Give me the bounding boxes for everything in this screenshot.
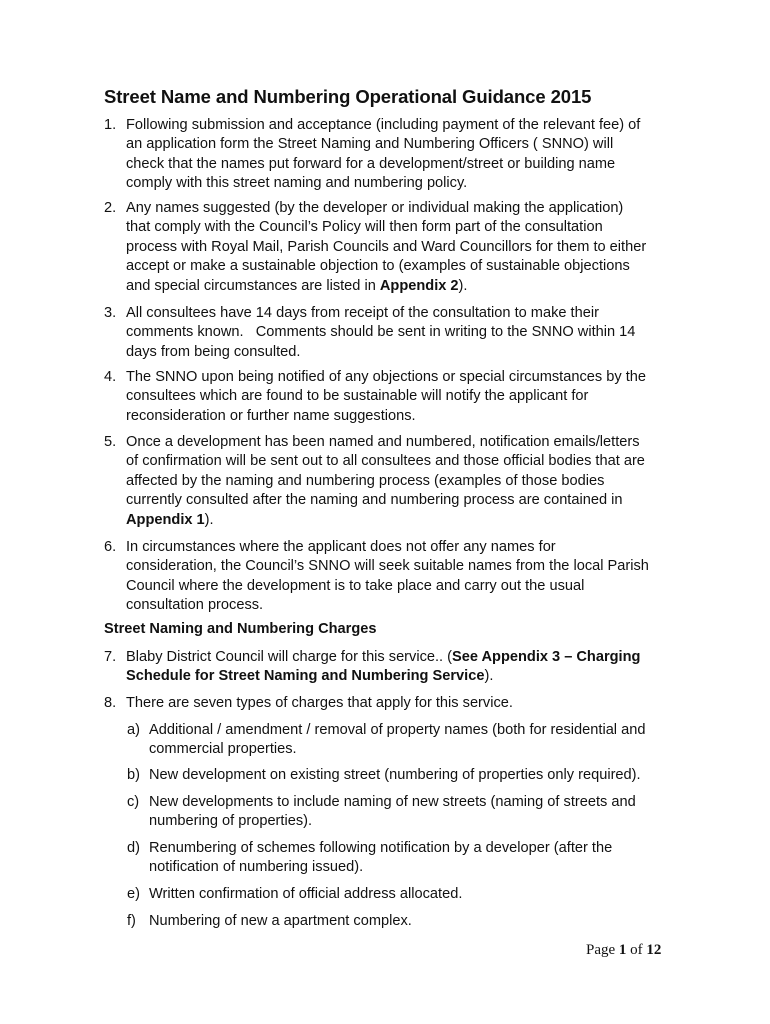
text-line: of confirmation will be sent out to all consultees and those official bodies that are (126, 453, 645, 470)
sub-list-item-text (149, 793, 689, 832)
text-line: Following submission and acceptance (including payment of the relevant fee) of (126, 117, 641, 133)
list-number: 4. (104, 369, 117, 385)
text-line: numbering of properties). (149, 813, 313, 830)
list-item-text (126, 648, 691, 687)
text-line: process with Royal Mail, Parish Councils and Ward Councillors for them to either (126, 238, 647, 255)
list-item-text (126, 694, 691, 713)
text-line: consideration, the Council’s SNNO will seek suitable names from the local Parish (126, 558, 649, 575)
text-line: reconsideration or further name suggestions. (126, 407, 416, 424)
text-line: check that the names put forward for a development/street or building name (126, 155, 616, 172)
text-line: The SNNO upon being notified of any objections or special circumstances by the (126, 369, 646, 385)
list-item-3 (104, 304, 691, 362)
text-line: Any names suggested (by the developer or individual making the application) (126, 200, 624, 216)
text-line: currently consulted after the naming and numbering process are contained in (126, 492, 623, 509)
sub-list-item-b (127, 766, 689, 785)
list-item-2 (104, 199, 691, 296)
document-title: Street Name and Numbering Operational Guidance 2015 (104, 86, 592, 107)
appendix-3-reference: See Appendix 3 – Charging (452, 649, 641, 665)
text-line: consultees which are found to be sustainable will notify the applicant for (126, 388, 589, 405)
text-line: Blaby District Council will charge for this service.. (See Appendix 3 – Charging (126, 649, 641, 665)
sub-list-item-text (149, 721, 689, 760)
list-item-7 (104, 648, 691, 687)
list-item-text (126, 116, 691, 194)
list-item-text (126, 538, 691, 616)
text-line: affected by the naming and numbering process (examples of those bodies (126, 472, 605, 489)
sub-list-letter: f) (127, 913, 136, 929)
sub-list-letter: a) (127, 722, 140, 738)
text-line: that comply with the Council’s Policy will then form part of the consultation (126, 219, 603, 236)
text-line: Appendix 1). (126, 511, 214, 528)
text-line: There are seven types of charges that apply for this service. (126, 695, 513, 711)
text-line: Additional / amendment / removal of property names (both for residential and (149, 722, 646, 738)
list-number: 3. (104, 305, 117, 321)
sub-list-item-f (127, 912, 689, 931)
list-number: 5. (104, 434, 117, 450)
sub-list-item-d (127, 839, 689, 878)
sub-list-item-c (127, 793, 689, 832)
text-line: consultation process. (126, 597, 264, 614)
section-heading: Street Naming and Numbering Charges (104, 621, 377, 637)
text-line: Written confirmation of official address allocated. (149, 886, 463, 902)
sub-list-letter: c) (127, 794, 140, 810)
sub-list-letter: b) (127, 767, 140, 783)
text-line: All consultees have 14 days from receipt of the consultation to make their (126, 305, 599, 321)
text-line: an application form the Street Naming and Numbering Officers ( SNNO) will (126, 136, 614, 153)
page-number: Page 1 of 12 (586, 942, 662, 958)
text-line: days from being consulted. (126, 343, 301, 360)
sub-list-letter: d) (127, 840, 140, 856)
list-number: 7. (104, 649, 117, 665)
text-line: Numbering of new a apartment complex. (149, 913, 412, 929)
text-line: accept or make a sustainable objection to (examples of sustainable objections (126, 258, 630, 275)
list-item-1 (104, 116, 691, 194)
list-item-text (126, 433, 691, 530)
sub-list-item-text (149, 912, 689, 931)
list-number: 1. (104, 117, 117, 133)
appendix-1-reference: Appendix 1 (126, 511, 205, 528)
list-item-4 (104, 368, 691, 426)
text-line: and special circumstances are listed in Appendix 2). (126, 277, 468, 294)
sub-list-item-a (127, 721, 689, 760)
text-line: Schedule for Street Naming and Numbering Service). (126, 668, 494, 685)
list-number: 6. (104, 539, 117, 555)
list-item-5 (104, 433, 691, 530)
list-item-text (126, 304, 691, 362)
text-line: Renumbering of schemes following notification by a developer (after the (149, 840, 613, 856)
text-line: comply with this street naming and numbering policy. (126, 175, 468, 192)
text-line: New developments to include naming of new streets (naming of streets and (149, 794, 636, 810)
list-item-8 (104, 694, 691, 713)
appendix-2-reference: Appendix 2 (379, 277, 459, 294)
text-line: commercial properties. (149, 741, 297, 758)
sub-list-letter: e) (127, 886, 140, 902)
list-item-text (126, 368, 691, 426)
text-line: Once a development has been named and numbered, notification emails/letters (126, 434, 640, 450)
text-line: Council where the development is to take place and carry out the usual (126, 577, 585, 594)
list-number: 2. (104, 200, 117, 216)
list-item-text (126, 199, 691, 296)
list-item-6 (104, 538, 691, 616)
sub-list-item-text (149, 839, 689, 878)
text-line: In circumstances where the applicant does not offer any names for (126, 539, 556, 555)
sub-list-item-text (149, 766, 689, 785)
list-number: 8. (104, 695, 117, 711)
text-line: New development on existing street (numbering of properties only required). (149, 767, 641, 783)
sub-list-item-e (127, 885, 689, 904)
text-line: comments known. Comments should be sent in writing to the SNNO within 14 (126, 324, 636, 341)
sub-list-item-text (149, 885, 689, 904)
text-line: notification of numbering issued). (149, 859, 364, 876)
